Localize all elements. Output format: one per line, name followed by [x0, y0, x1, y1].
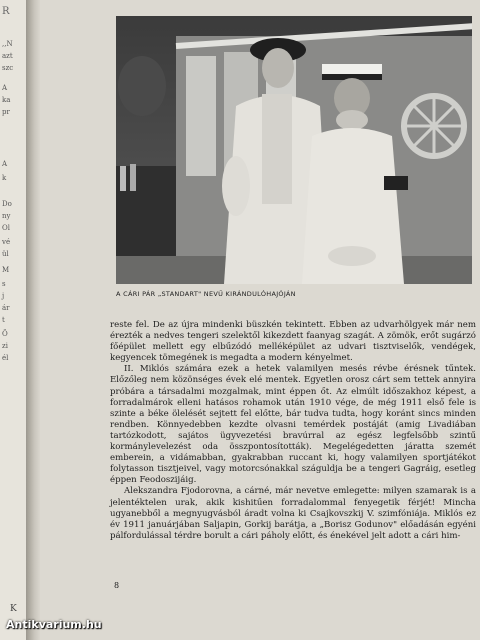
left-page-fragment: A	[2, 160, 8, 168]
left-page-fragment: Do	[2, 200, 12, 208]
paragraph: II. Miklós számára ezek a hetek valamilyen mesés révbe érésnek tűntek. Előzőleg nem közönséges évek elé mentek. Egyetlen orosz cárt sem tettek annyira próbára a társadalmi mozgalmak, mint éppen őt. Az elmúlt időszakhoz képest, a forradalmárok elleni hatásos rohamok után 1910 vége, de még 1911 első fele is szinte a béke ölelését sejtett fel előtte, bár tudva tudta, hogy koránt sincs minden rendben. Könnyedebben kezdte olvasni temérdek postáját (amig Livadiában tartózkodott, sajátos ügyvezetési bravúrral az egész legfelsőbb szintű kormánylevelezést oda összpontosították). Megelégedetten járatta szemét emberein, a vidámabban, gyakrabban ruccant ki, hogy valamilyen sportjátékot folytasson tisztjeivel, vagy motorcsónakkal száguldja be a tengeri Gagráig, esetleg éppen Feodoszijáig.	[110, 364, 476, 486]
left-page-fragment: Ol	[2, 224, 10, 232]
left-page-fragment: R	[2, 6, 11, 17]
left-page-fragment: K	[10, 604, 17, 614]
left-page-fragment: j	[2, 292, 5, 300]
left-page-fragment: k	[2, 174, 7, 182]
paragraph: Alekszandra Fjodorovna, a cárné, már nevetve emlegette: milyen szamarak is a jelentéktelen urak, akik kishitűen forradalommal fenyegetik férjét! Mincha ugyanebből a megnyugvásból áradt volna ki Csajkovszkij V. szimfóniája. Miklós ez év 1911 januárjában Saljapin, Gorkij barátja, a „Borisz Godunov" előadásán egyéni pálfordulással térdre borult a cári páholy előtt, és énekével jelt adott a cári him-	[110, 486, 476, 541]
left-page-fragment: vé	[2, 238, 11, 246]
photo-caption: A CÁRI PÁR „STANDART" NEVŰ KIRÁNDULÓHAJÓJÁN	[116, 290, 296, 298]
photo-illustration	[116, 16, 472, 284]
left-page-fragment: pr	[2, 108, 10, 116]
left-page-fragment: Ö	[2, 330, 8, 338]
book-page	[40, 0, 480, 640]
previous-page-edge	[0, 0, 27, 640]
left-page-fragment: A	[2, 84, 8, 92]
book-gutter	[26, 0, 40, 640]
left-page-fragment: azt	[2, 52, 13, 60]
page-number: 8	[114, 581, 120, 590]
left-page-fragment: zi	[2, 342, 8, 350]
article-body	[110, 320, 476, 542]
left-page-fragment: ka	[2, 96, 11, 104]
left-page-fragment: M	[2, 266, 10, 274]
left-page-fragment: él	[2, 354, 9, 362]
paragraph: reste fel. De az újra mindenki büszkén tekintett. Ebben az udvarhölgyek már nem érezték a nedves tengeri szelektől kikezdett faanyag szagát. A zömök, erőt sugárzó főépület mellett egy elbűzódó melléképület az udvari tisztviselők, vendégek, kegyencek tömegének is megadta a modern kényelmet.	[110, 320, 476, 364]
left-page-fragment: ,,N	[2, 40, 13, 48]
left-page-fragment: t	[2, 316, 5, 324]
left-page-fragment: s	[2, 280, 6, 288]
left-page-fragment: szc	[2, 64, 14, 72]
left-page-fragment: ny	[2, 212, 11, 220]
left-page-fragment: ár	[2, 304, 10, 312]
left-page-fragment: ül	[2, 250, 9, 258]
watermark: Antikvarium.hu	[6, 618, 102, 631]
historical-photograph	[116, 16, 472, 284]
